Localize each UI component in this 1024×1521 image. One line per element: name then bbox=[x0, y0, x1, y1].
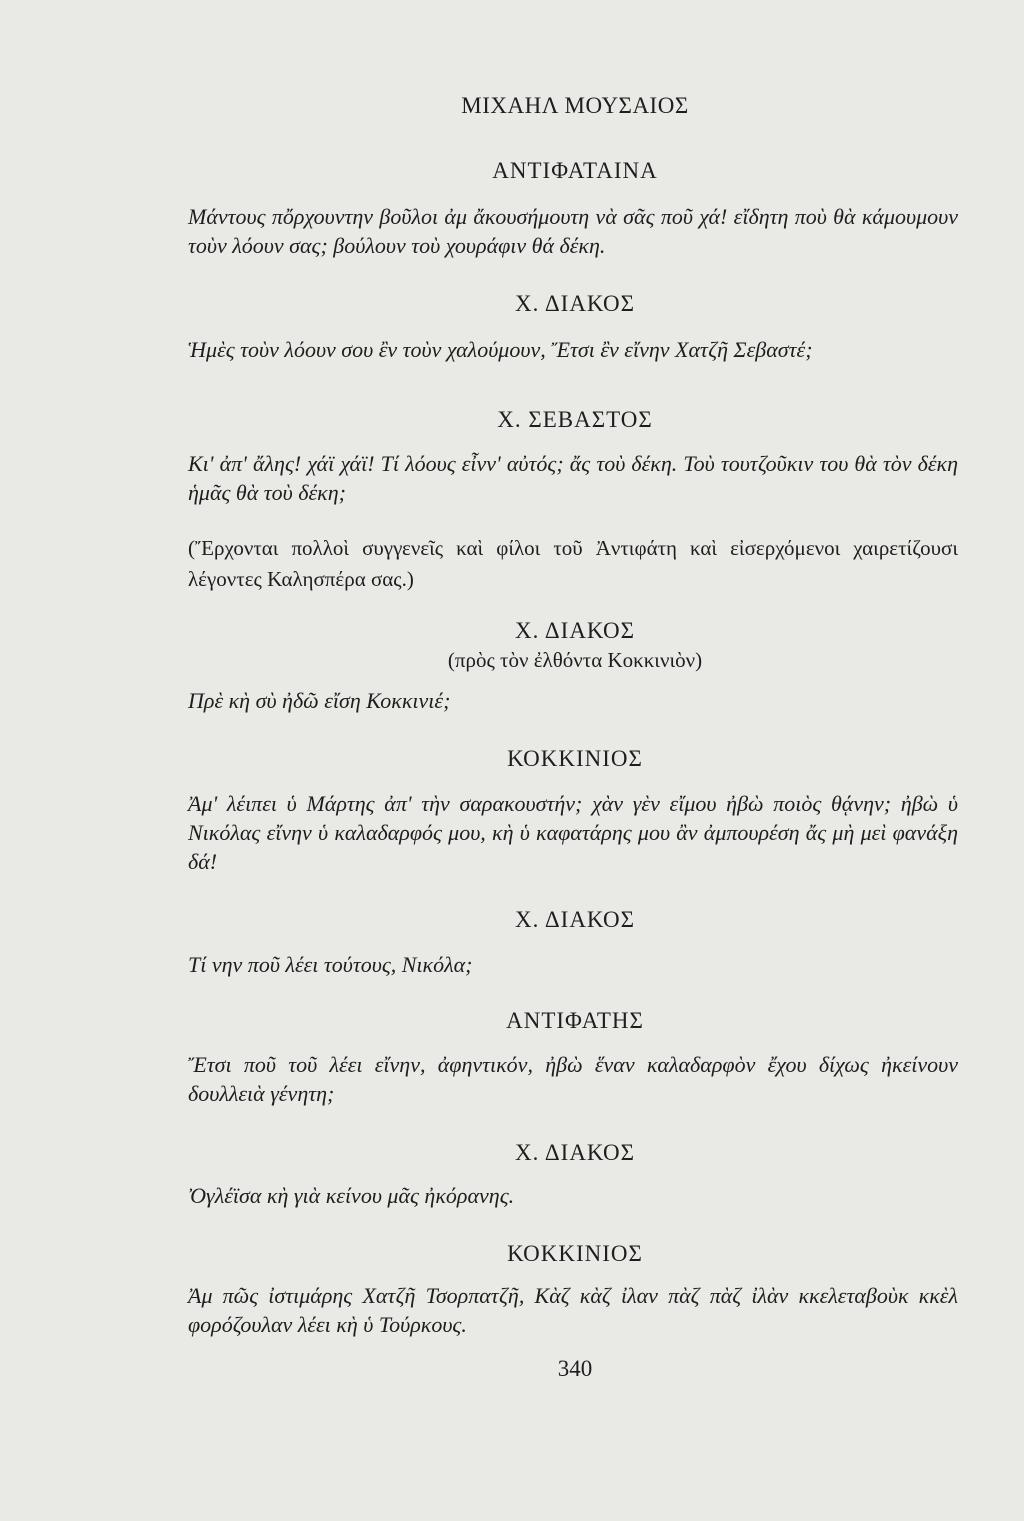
speech-text: Ἀμ' λέιπει ὑ Μάρτης ἀπ' τὴν σαρακουστήν; χὰν γὲν εἴμου ἠβὼ ποιὸς θᾴνην; ἠβὼ ὑ Νικόλας εἴνην ὑ καλαδαρφός μου, κὴ ὑ καφατάρης μου ἂν ἀμπουρέση ἄς μὴ μεὶ φανάξη δά! bbox=[188, 791, 958, 874]
speaker-name: Χ. ΣΕΒΑΣΤΟΣ bbox=[497, 407, 653, 432]
speaker-name: ΚΟΚΚΙΝΙΟΣ bbox=[507, 1241, 643, 1266]
speaker-name: Χ. ΔΙΑΚΟΣ bbox=[515, 291, 635, 316]
speech-text: Τί νην ποῦ λέει τούτους, Νικόλα; bbox=[188, 952, 473, 977]
speaker-name: Χ. ΔΙΑΚΟΣ bbox=[515, 907, 635, 932]
speaker-name: ΑΝΤΙΦΑΤΗΣ bbox=[506, 1008, 644, 1033]
running-header: ΜΙΧΑΗΛ ΜΟΥΣΑΙΟΣ bbox=[461, 93, 689, 118]
speaker-name: ΚΟΚΚΙΝΙΟΣ bbox=[507, 746, 643, 771]
speech-text: Κι' ἀπ' ἄλης! χάϊ χάϊ! Τί λόους εἶνν' αὐτός; ἄς τοὺ δέκη. Τοὺ τουτζοῦκιν του θὰ τὸν δέκη ἡμᾶς θὰ τοὺ δέκη; bbox=[188, 451, 958, 505]
speaker-name: Χ. ΔΙΑΚΟΣ bbox=[515, 618, 635, 643]
stage-direction: (Ἔρχονται πολλοὶ συγγενεῖς καὶ φίλοι τοῦ Ἀντιφάτη καὶ εἰσερχόμενοι χαιρετίζουσι λέγοντες Καλησπέρα σας.) bbox=[188, 536, 958, 591]
speech-text: Ὀγλέϊσα κὴ γιὰ κείνου μᾶς ἠκόρανης. bbox=[188, 1183, 515, 1208]
speech-text: Ἡμὲς τοὺν λόουν σου ἒν τοὺν χαλούμουν, Ἔτσι ἒν εἴνην Χατζῆ Σεβαστέ; bbox=[188, 337, 813, 362]
speaker-name: ΑΝΤΙΦΑΤΑΙΝΑ bbox=[492, 158, 658, 183]
page-number: 340 bbox=[557, 1356, 593, 1381]
speech-text: Ἀμ πῶς ἰστιμάρης Χατζῆ Τσορπατζῆ, Κὰζ κὰζ ἰλαν πὰζ πὰζ ἰλὰν κκελεταβοὺκ κκὲλ φορόζουλαν λέει κὴ ὑ Τούρκους. bbox=[188, 1283, 958, 1337]
speaker-name: Χ. ΔΙΑΚΟΣ bbox=[515, 1140, 635, 1165]
speech-text: Πρὲ κὴ σὺ ἠδῶ εἴση Κοκκινιέ; bbox=[188, 688, 451, 713]
speech-text: Ἔτσι ποῦ τοῦ λέει εἴνην, ἀφηντικόν, ἠβὼ ἕναν καλαδαρφὸν ἔχου δίχως ἠκείνουν δουλλειὰ γένητη; bbox=[188, 1052, 958, 1106]
speech-text: Μάντους πὄρχουντην βοῦλοι ἀμ ἄκουσήμουτη νὰ σᾶς ποῦ χά! εἴδητη ποὺ θὰ κάμουμουν τοὺν λόουν σας; βούλουν τοὺ χουράφιν θά δέκη. bbox=[188, 204, 958, 258]
speaker-direction: (πρὸς τὸν ἐλθόντα Κοκκινιὸν) bbox=[447, 648, 703, 672]
